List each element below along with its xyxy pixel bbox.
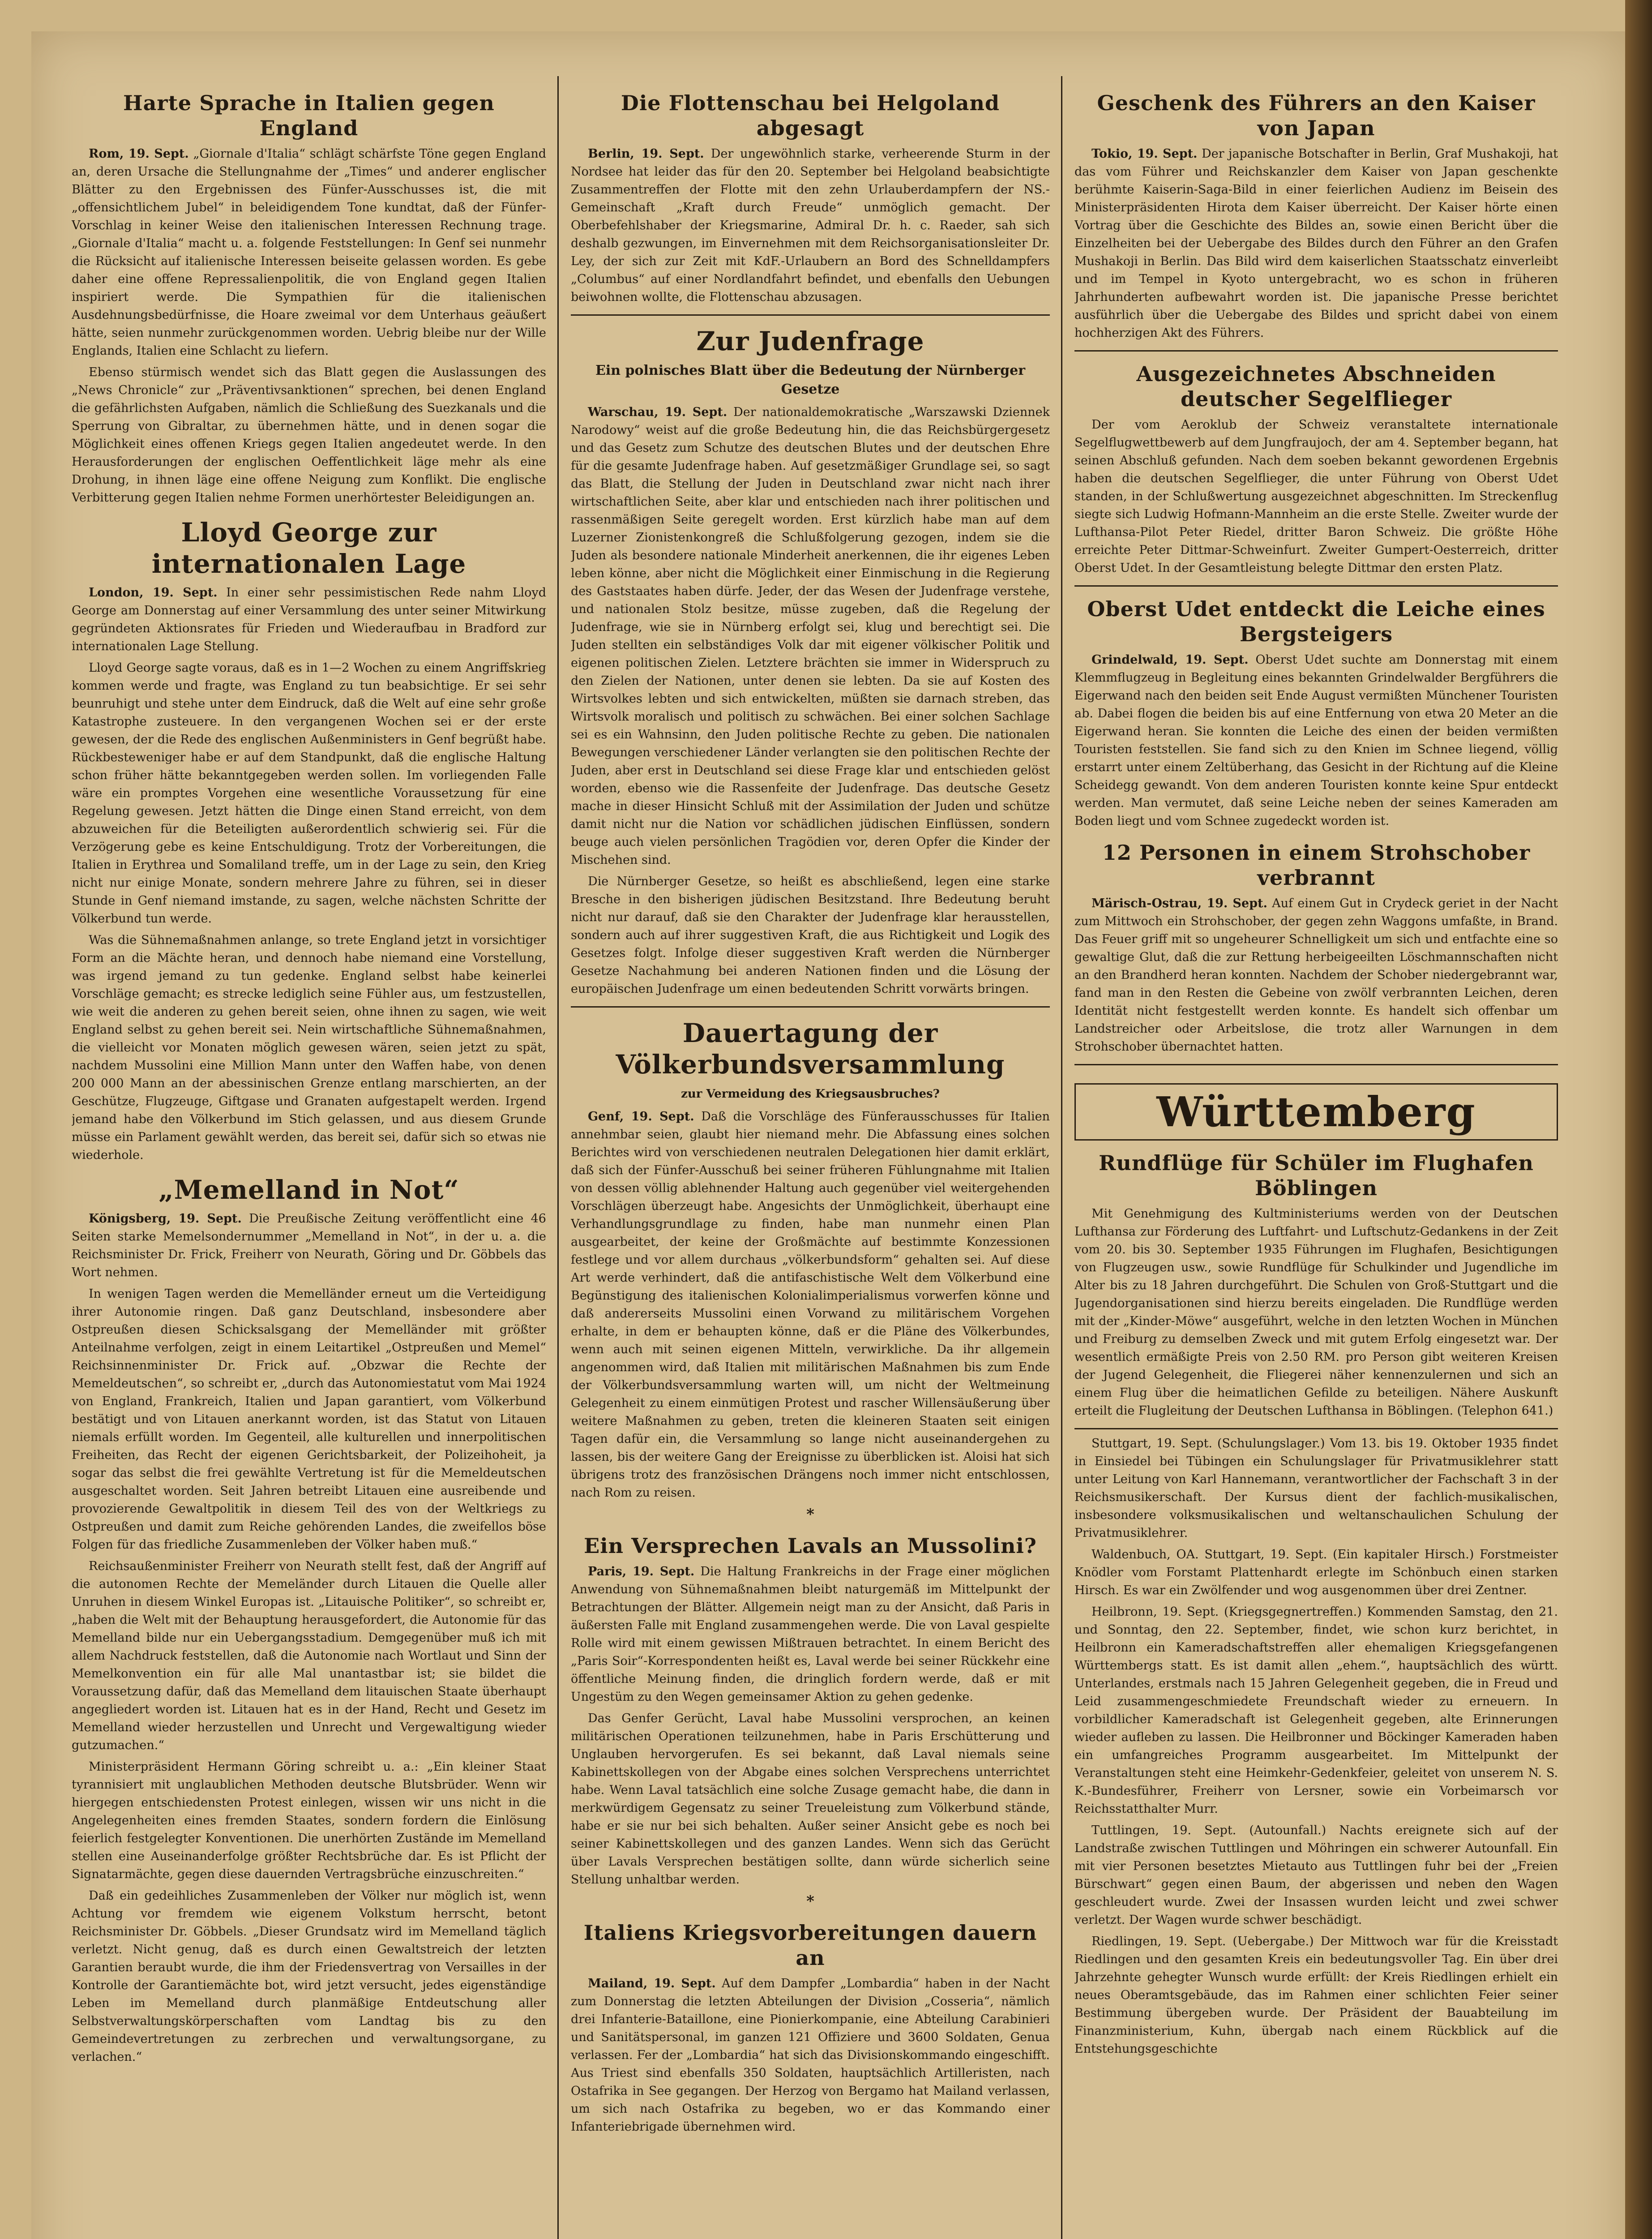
paragraph: Die Preußische Zeitung veröffentlicht eine 46 Seiten starke Memelsondernummer „Memelland in Not“, in der u. a. die Reichsminister Dr. Frick, Freiherr von Neurath, Göring und Dr. Göbbels das Wort nehmen. bbox=[72, 1212, 546, 1279]
paragraph: Waldenbuch, OA. Stuttgart, 19. Sept. (Ein kapitaler Hirsch.) Forstmeister Knödler vom Forstamt Plattenhardt erlegte im Schönbuch einen starken Hirsch. Es war ein Zwölfender und wog ausgenommen über drei Zentner. bbox=[1074, 1548, 1558, 1597]
dateline: Paris, 19. Sept. bbox=[588, 1565, 695, 1578]
column-rule bbox=[557, 76, 559, 2239]
headline: Italiens Kriegsvorbereitungen dauern an bbox=[583, 1921, 1037, 1970]
column-1 bbox=[72, 81, 546, 2239]
article-body bbox=[571, 403, 1050, 869]
headline: Oberst Udet entdeckt die Leiche eines Bergsteigers bbox=[1087, 597, 1545, 646]
divider bbox=[1074, 350, 1558, 352]
headline: 12 Personen in einem Strohschober verbrannt bbox=[1102, 841, 1531, 890]
headline: Lloyd George zur internationalen Lage bbox=[151, 517, 466, 579]
article-body bbox=[571, 145, 1050, 306]
article-body bbox=[571, 1975, 1050, 2136]
headline: Ausgezeichnetes Abschneiden deutscher Segelflieger bbox=[1136, 362, 1496, 411]
paragraph: In wenigen Tagen werden die Memelländer erneut um die Verteidigung ihrer Autonomie ringen. Daß ganz Deutschland, insbesondere aber Ostpreußen diesen Schicksalsgang der Memelländer mit größter Anteilnahme verfolgen, zeigt in einem Leitartikel „Ostpreußen und Memel“ Reichsinnenminister Dr. Frick auf. „Obzwar die Rechte der Memeldeutschen“, so schreibt er, „durch das Autonomiestatut vom Mai 1924 von England, Frankreich, Italien und Japan garantiert, vom Völkerbund bestätigt und von Litauen anerkannt worden, ist das Statut von Litauen niemals erfüllt worden. Im Gegenteil, alle kulturellen und innerpolitischen Freiheiten, das Recht der eigenen Gerichtsbarkeit, der Polizeihoheit, ja sogar das selbst die frei gewählte Vertretung ist für die Memeldeutschen ausgeschaltet worden. Seit Jahren betreibt Litauen eine ausreibende und provozierende Gewaltpolitik in diesem Teil des von der Weltkriegs zu Ostpreußen und damit zum Reiche gehörenden Landes, die zweifellos böse Folgen für das friedliche Zusammenleben der Völker haben muß.“ bbox=[72, 1287, 546, 1552]
paragraph: Der japanische Botschafter in Berlin, Graf Mushakoji, hat das vom Führer und Reichskanzler dem Kaiser von Japan geschenkte berühmte Kaiserin-Saga-Bild in einer feierlichen Audienz im Beisein des Ministerpräsidenten Hirota dem Kaiser überreicht. Der Kaiser hörte einen Vortrag über die Geschichte des Bildes an, sowie einen Bericht über die Einzelheiten bei der Uebergabe des Bildes durch den Führer an den Grafen Mushakoji in Berlin. Das Bild wird dem kaiserlichen Staatsschatz einverleibt und im Tempel in Kyoto untergebracht, wo es schon in früheren Jahrhunderten aufbewahrt worden ist. Die japanische Presse berichtet ausführlich über die Uebergabe des Bildes und spricht dabei von einem hochherzigen Akt des Führers. bbox=[1074, 147, 1558, 340]
headline: Dauertagung der Völkerbundsversammlung bbox=[616, 1018, 1005, 1080]
article-body bbox=[1074, 145, 1558, 342]
paragraph: Die Haltung Frankreichs in der Frage einer möglichen Anwendung von Sühnemaßnahmen bleibt naturgemäß im Mittelpunkt der Betrachtungen der Blätter. Allgemein neigt man zu der Ansicht, daß Paris in äußersten Falle mit England zusammengehen werde. Die von Laval gespielte Rolle wird mit einem gewissen Mißtrauen betrachtet. In einem Bericht des „Paris Soir“-Korrespondenten heißt es, Laval werde bei seiner Rückkehr eine öffentliche Meinung finden, die dringlich fordern werde, daß er mit Ungestüm zu den Wegen gemeinsamer Aktion zu gehen gedenke. bbox=[571, 1565, 1050, 1704]
paragraph: Tuttlingen, 19. Sept. (Autounfall.) Nachts ereignete sich auf der Landstraße zwischen Tuttlingen und Möhringen ein schwerer Autounfall. Ein mit vier Personen besetztes Mietauto aus Tuttlingen fuhr bei der „Freien Bürschwart“ gegen einen Baum, der abgerissen und neben den Wagen geschleudert wurde. Zwei der Insassen wurden leicht und zwei schwer verletzt. Der Wagen wurde schwer beschädigt. bbox=[1074, 1823, 1558, 1927]
paragraph: Daß ein gedeihliches Zusammenleben der Völker nur möglich ist, wenn Achtung vor fremdem wie eigenem Volkstum herrscht, betont Reichsminister Dr. Göbbels. „Dieser Grundsatz wird im Memelland täglich verletzt. Nicht genug, daß es durch einen Gewaltstreich der letzten Garantien beraubt wurde, die ihm der Friedensvertrag von Versailles in der Kontrolle der Garantiemächte bot, wird jetzt versucht, jedes eigenständige Leben im Memelland durch planmäßige Entdeutschung aller Selbstverwaltungskörperschaften vom Landtag bis zu den Gemeindevertretungen zu zerbrechen und verwaltungsorgane, zu verlachen.“ bbox=[72, 1889, 546, 2064]
column-3 bbox=[1074, 81, 1558, 2239]
dateline: Mailand, 19. Sept. bbox=[588, 1977, 716, 1990]
star-separator-icon: * bbox=[806, 1506, 814, 1523]
divider bbox=[571, 1006, 1050, 1008]
dateline: Berlin, 19. Sept. bbox=[588, 147, 704, 161]
paragraph: Stuttgart, 19. Sept. (Schulungslager.) Vom 13. bis 19. Oktober 1935 findet in Einsiedel bei Tübingen ein Schulungslager für Privatmusiklehrer statt unter Leitung von Karl Hannemann, verantwortlicher der Fachschaft 3 in der Reichsmusikerschaft. Der Kursus dient der fachlich-musikalischen, insbesondere volksmusikalischen und weltanschaulichen Schulung der Privatmusiklehrer. bbox=[1074, 1437, 1558, 1540]
paragraph: Auf einem Gut in Crydeck geriet in der Nacht zum Mittwoch ein Strohschober, der gegen zehn Waggons umfaßte, in Brand. Das Feuer griff mit so ungeheurer Schnelligkeit um sich und entfachte eine so gewaltige Glut, daß die zur Rettung herbeigeeilten Löschmannschaften nicht an den Brandherd heran konnten. Nachdem der Schober niedergebrannt war, fand man in den Resten die Gebeine von zwölf verbrannten Leichen, deren Identität nicht festgestellt werden konnte. Es handelt sich offenbar um Landstreicher oder Arbeitslose, die trotz aller Warnungen in dem Strohschober übernachtet hatten. bbox=[1074, 896, 1558, 1054]
paragraph: Mit Genehmigung des Kultministeriums werden von der Deutschen Lufthansa zur Förderung des Luftfahrt- und Luftschutz-Gedankens in der Zeit vom 20. bis 30. September 1935 Führungen im Flughafen, Besichtigungen von Flugzeugen usw., sowie Rundflüge für Schulkinder und Jugendliche im Alter bis zu 18 Jahren durchgeführt. Die Schulen von Groß-Stuttgart und die Jugendorganisationen sind hierzu bereits eingeladen. Die Rundflüge werden mit der „Kinder-Möwe“ ausgeführt, welche in den letzten Wochen in München und Freiburg zu demselben Zweck und mit gutem Erfolg eingesetzt war. Der wesentlich ermäßigte Preis von 2.50 RM. pro Person gibt weiteren Kreisen der Jugend Gelegenheit, die Fliegerei näher kennenzulernen und sich an einem Flug über die heimatlichen Gefilde zu beteiligen. Nähere Auskunft erteilt die Flugleitung der Deutschen Lufthansa in Böblingen. (Telephon 641.) bbox=[1074, 1207, 1558, 1418]
paragraph: „Giornale d'Italia“ schlägt schärfste Töne gegen England an, deren Ursache die Stellungnahme der „Times“ und anderer englischer Blätter zu den Ergebnissen des Fünfer-Ausschusses ist, die mit „offensichtlichem Jubel“ in beleidigendem Tone kundtat, daß der Fünfer-Vorschlag in keiner Weise den italienischen Interessen Rechnung trage. „Giornale d'Italia“ macht u. a. folgende Feststellungen: In Genf sei nunmehr die Rücksicht auf italienische Interessen beiseite gelassen worden. Es gebe daher eine offene Repressalienpolitik, die von England gegen Italien inspiriert werde. Die Sympathien für die italienischen Ausdehnungsbedürfnisse, die Hoare zweimal vor dem Unterhaus geäußert hätte, seien nunmehr zurückgenommen worden. Uebrig bleibe nur der Wille Englands, Italien eine Schlacht zu liefern. bbox=[72, 147, 546, 358]
column-2 bbox=[571, 81, 1050, 2239]
paragraph: Was die Sühnemaßnahmen anlange, so trete England jetzt in vorsichtiger Form an die Mächte heran, und dennoch habe niemand eine Vorstellung, was irgend jemand zu tun gedenke. England selbst habe keinerlei Vorschläge gemacht; es strecke lediglich seine Fühler aus, um festzustellen, wie weit die anderen zu gehen bereit seien, ohne ihnen zu sagen, wie weit England selbst zu gehen bereit sei. Nein wirtschaftliche Sühnemaßnahmen, die vielleicht vor Monaten möglich gewesen wären, seien jetzt zu spät, nachdem Mussolini eine Million Mann unter den Waffen habe, von denen 200 000 Mann an der abessinischen Grenze entlang marschierten, an der Geschütze, Flugzeuge, Giftgase und Granaten aufgestapelt werden. Irgend jemand habe den Völkerbund im Stich gelassen, und aus diesem Grunde müsse ein Parlament gewählt werden, das bereit sei, dafür sich so etwas nie wiederhole. bbox=[72, 933, 546, 1162]
paragraph: Oberst Udet suchte am Donnerstag mit einem Klemmflugzeug in Begleitung eines bekannten Grindelwalder Bergführers die Eigerwand nach den beiden seit Ende August vermißten Münchener Touristen ab. Dabei flogen die beiden bis auf eine Entfernung von etwa 20 Meter an die Eigerwand heran. Sie konnten die Leiche des einen der beiden vermißten Touristen feststellen. Sie fand sich zu den Knien im Schnee liegend, völlig erstarrt unter einem Zeltüberhang, das Gesicht in der Richtung auf die Kleine Scheidegg gewandt. Von dem anderen Touristen konnte keine Spur entdeckt werden. Man vermutet, daß seine Leiche neben der seines Kameraden am Boden liegt und vom Schnee zugedeckt worden ist. bbox=[1074, 653, 1558, 828]
subheadline: Ein polnisches Blatt über die Bedeutung der Nürnberger Gesetze bbox=[595, 363, 1025, 397]
divider bbox=[1074, 585, 1558, 587]
column-rule bbox=[1061, 76, 1062, 2239]
article-body bbox=[1074, 895, 1558, 1056]
paragraph: Heilbronn, 19. Sept. (Kriegsgegnertreffen.) Kommenden Samstag, den 21. und Sonntag, den 22. September, findet, wie schon kurz berichtet, in Heilbronn ein Kameradschaftstreffen aller ehemaligen Kriegsgefangenen Württembergs statt. Es ist damit allen „ehem.“, hauptsächlich des württ. Unterlandes, erstmals nach 15 Jahren Gelegenheit gegeben, die in Freud und Leid zusammengeschmiedete Freundschaft wieder zu erneuern. In vorbildlicher Kameradschaft ist Gelegenheit gegeben, alte Erinnerungen wieder aufleben zu lassen. Die Heilbronner und Böckinger Kameraden haben ein umfangreiches Programm ausgearbeitet. Im Mittelpunkt der Veranstaltungen steht eine Heimkehr-Gedenkfeier, geleitet von unserem N. S. K.-Bundesführer, Freiherr von Lersner, sowie ein Vorbeimarsch vor Reichsstatthalter Murr. bbox=[1074, 1605, 1558, 1816]
headline: Harte Sprache in Italien gegen England bbox=[123, 91, 495, 140]
paragraph: Der nationaldemokratische „Warszawski Dziennek Narodowy“ weist auf die große Bedeutung hin, die das Reichsbürgergesetz und das Gesetz zum Schutze des deutschen Blutes und der deutschen Ehre für die gesamte Judenfrage haben. Auf gesetzmäßiger Grundlage sei, so sagt das Blatt, die Stellung der Juden in Deutschland zwar nicht nach ihrer wirtschaftlichen Seite, aber klar und entschieden nach ihrer politischen und rassenmäßigen Seite geregelt worden. Erst kürzlich habe man auf dem Luzerner Zionistenkongreß die Schlußfolgerung gezogen, indem sie die Juden als besondere nationale Minderheit anerkennen, die ihr eigenes Leben leben könne, aber nicht die Möglichkeit einer Einmischung in die Regierung des Gaststaates haben dürfe. Jeder, der das Wesen der Judenfrage verstehe, und nationalen Stolz besitze, müsse zugeben, daß die Regelung der Judenfrage, wie sie in Nürnberg erfolgt sei, klug und berechtigt sei. Die Juden stellten ein selbständiges Volk dar mit eigener völkischer Politik und eigenen politischen Zielen. Letztere brächten sie immer in Widerspruch zu den Zielen der Nationen, unter denen sie lebten. Da sie auf Kosten des Wirtsvolkes lebten und sich entwickelten, müßten sie darnach streben, das Wirtsvolk moralisch und politisch zu schwächen. Bei einer solchen Sachlage sei es ein Wahnsinn, den Juden politische Rechte zu geben. Die nationalen Bewegungen verschiedener Länder verlangten sie den politischen Rechte der Juden, aber erst in Deutschland sei diese Frage klar und entschieden gelöst worden, ebenso wie die Rassenfeite der Judenfrage. Das deutsche Gesetz mache in dieser Hinsicht Schluß mit der Assimilation der Juden und schütze damit nicht nur die Nation vor schädlichen jüdischen Einflüssen, sondern beuge auch vielen persönlichen Tragödien vor, deren Opfer die Kinder der Mischehen sind. bbox=[571, 405, 1050, 867]
dateline: Königsberg, 19. Sept. bbox=[89, 1212, 242, 1226]
article-body bbox=[72, 1210, 546, 1282]
divider bbox=[1074, 1428, 1558, 1429]
headline: Die Flottenschau bei Helgoland abgesagt bbox=[621, 91, 1000, 140]
divider bbox=[1074, 1064, 1558, 1065]
paragraph: In einer sehr pessimistischen Rede nahm Lloyd George am Donnerstag auf einer Versammlung des unter seiner Mitwirkung gegründeten Aktionsrates für Frieden und Wiederaufbau in Bradford zur internationalen Lage Stellung. bbox=[72, 586, 546, 653]
divider bbox=[571, 314, 1050, 316]
subheadline: zur Vermeidung des Kriegsausbruches? bbox=[681, 1087, 940, 1101]
star-separator-icon: * bbox=[806, 1892, 814, 1910]
article-body bbox=[72, 145, 546, 360]
dateline: Tokio, 19. Sept. bbox=[1091, 147, 1198, 161]
paragraph: Ebenso stürmisch wendet sich das Blatt gegen die Auslassungen des „News Chronicle“ zur „Präventivsanktionen“ sprechen, bei denen England die gefährlichsten Aufgaben, nämlich die Schließung des Suezkanals und die Sperrung von Gibraltar, zu übernehmen hätte, und in denen sogar die Möglichkeit eines offenen Kriegs gegen Italien angedeutet werde. In den Herausforderungen der englischen Oeffentlichkeit läge mehr als eine Drohung, in ihnen läge eine offene Neigung zum Konflikt. Die englische Verbitterung gegen Italien nehme Formen unerhörtester Beleidigungen an. bbox=[72, 365, 546, 505]
dateline: Rom, 19. Sept. bbox=[89, 147, 189, 161]
headline: Zur Judenfrage bbox=[696, 326, 924, 356]
paragraph: Der vom Aeroklub der Schweiz veranstaltete internationale Segelflugwettbewerb auf dem Jungfraujoch, der am 4. September begann, hat seinen Abschluß gefunden. Nach dem soeben bekannt gewordenen Ergebnis haben die deutschen Segelflieger, die unter Führung von Oberst Udet standen, in der Schlußwertung ausgezeichnet abgeschnitten. Im Streckenflug siegte sich Ludwig Hofmann-Mannheim an die erste Stelle. Zweiter wurde der Lufthansa-Pilot Peter Riedel, dritter Baron Schweiz. Die größte Höhe erreichte Peter Dittmar-Schweinfurt. Zweiter Gumpert-Oesterreich, dritter Oberst Udet. In der Gesamtleistung belegte Dittmar den ersten Platz. bbox=[1074, 418, 1558, 575]
paragraph: Das Genfer Gerücht, Laval habe Mussolini versprochen, an keinen militärischen Operationen teilzunehmen, habe in Paris Erschütterung und Unglauben hervorgerufen. Es sei bekannt, daß Laval niemals seine Kabinettskollegen von der Abgabe eines solchen Versprechens unterrichtet habe. Wenn Laval tatsächlich eine solche Zusage gemacht habe, die dann in merkwürdigem Gegensatz zu seiner Treueleistung zum Völkerbund stände, habe er sie nur bei sich behalten. Außer seiner Ansicht gebe es noch bei seiner Kabinettskollegen und des ganzen Landes. Wenn sich das Gerücht über Lavals Versprechen bestätigen sollte, dann würde sicherlich seine Stellung unhaltbar werden. bbox=[571, 1711, 1050, 1887]
page-binding-edge bbox=[1625, 0, 1652, 2239]
headline: „Memelland in Not“ bbox=[158, 1175, 459, 1205]
paragraph: Der ungewöhnlich starke, verheerende Sturm in der Nordsee hat leider das für den 20. September bei Helgoland beabsichtigte Zusammentreffen der Flotte mit den zehn Urlauberdampfern der NS.-Gemeinschaft „Kraft durch Freude“ unmöglich gemacht. Der Oberbefehlshaber der Kriegsmarine, Admiral Dr. h. c. Raeder, sah sich deshalb gezwungen, im Einvernehmen mit dem Reichsorganisationsleiter Dr. Ley, der sich zur Zeit mit KdF.-Urlaubern an Bord des Schnelldampfers „Columbus“ auf einer Nordlandfahrt befindet, und ebenfalls den Uebungen beiwohnen wollte, die Flottenschau abzusagen. bbox=[571, 147, 1050, 304]
dateline: London, 19. Sept. bbox=[89, 586, 218, 600]
headline: Ein Versprechen Lavals an Mussolini? bbox=[584, 1534, 1037, 1558]
dateline: Warschau, 19. Sept. bbox=[588, 405, 728, 419]
headline: Geschenk des Führers an den Kaiser von Japan bbox=[1097, 91, 1536, 140]
article-body bbox=[571, 1108, 1050, 1502]
paragraph: Riedlingen, 19. Sept. (Uebergabe.) Der Mittwoch war für die Kreisstadt Riedlingen und den gesamten Kreis ein bedeutungsvoller Tag. Ein über drei Jahrzehnte gehegter Wunsch wurde erfüllt: der Kreis Riedlingen erhielt ein neues Oberamtsgebäude, das im Rahmen einer schlichten Feier seiner Bestimmung übergeben wurde. Der Präsident der Bauabteilung im Finanzministerium, Kuhn, übergab nach einem Rückblick auf die Entstehungsgeschichte bbox=[1074, 1934, 1558, 2056]
headline: Rundflüge für Schüler im Flughafen Böblingen bbox=[1099, 1151, 1534, 1200]
dateline: Grindelwald, 19. Sept. bbox=[1091, 653, 1249, 667]
dateline: Genf, 19. Sept. bbox=[588, 1110, 694, 1124]
article-body bbox=[571, 1563, 1050, 1706]
paragraph: Lloyd George sagte voraus, daß es in 1—2 Wochen zu einem Angriffskrieg kommen werde und fragte, was England zu tun beabsichtige. Er sei sehr beunruhigt und stehe unter dem Eindruck, daß die Welt auf eine sehr große Katastrophe zusteuere. In den vergangenen Wochen sei er der erste gewesen, der die Rede des englischen Außenministers in Genf begrüßt habe. Rückbesteweniger habe er auf dem Standpunkt, daß die englische Haltung schon früher hätte bekanntgegeben werden sollen. Im vorliegenden Falle wäre ein promptes Vorgehen eine wesentliche Voraussetzung für eine Regelung gewesen. Jetzt hätten die Dinge einen Stand erreicht, von dem abzuweichen für die Beteiligten außerordentlich schwierig sei. Für die Verzögerung gebe es keine Entschuldigung. Trotz der Vorbereitungen, die Italien in Erythrea und Somaliland treffe, um in der Lage zu sein, den Krieg nicht nur einige Monate, sondern mehrere Jahre zu führen, sei in dieser Stunde in Genf niemand imstande, zu sagen, welche nächsten Schritte der Völkerbund tun werde. bbox=[72, 661, 546, 926]
paragraph: Reichsaußenminister Freiherr von Neurath stellt fest, daß der Angriff auf die autonomen Rechte der Memeländer durch Litauen die Quelle aller Unruhen in diesem Winkel Europas ist. „Litauische Politiker“, so schreibt er, „haben die Welt mit der Behauptung herausgefordert, die Autonomie für das Memelland bilde nur ein Uebergangsstadium. Demgegenüber muß ich mit allem Nachdruck feststellen, daß die Autonomie nach Wortlaut und Sinn der Memelkonvention ein für alle Mal unantastbar ist; sie bildet die Voraussetzung dafür, daß das Memelland dem litauischen Staate überhaupt angegliedert worden ist. Litauen hat es in der Hand, Recht und Gesetz im Memelland wieder herzustellen und Unrecht und Vergewaltigung wieder gutzumachen.“ bbox=[72, 1559, 546, 1752]
article-body bbox=[72, 584, 546, 656]
paragraph: Ministerpräsident Hermann Göring schreibt u. a.: „Ein kleiner Staat tyrannisiert mit unglaublichen Methoden deutsche Blutsbrüder. Wenn wir hiergegen entschiedensten Protest einlegen, wissen wir uns nicht in die Angelegenheiten eines fremden Staates, sondern fordern die Einlösung feierlich festgelegter Konventionen. Die unerhörten Zustände im Memelland stellen eine Auseinanderfolge größter Rechtsbrüche dar. Es ist Pflicht der Signatarmächte, gegen diese dauernden Vertragsbrüche einzuschreiten.“ bbox=[72, 1760, 546, 1881]
section-title: Württemberg bbox=[1074, 1083, 1558, 1141]
paragraph: Die Nürnberger Gesetze, so heißt es abschließend, legen eine starke Bresche in den bisherigen jüdischen Besitzstand. Ihre Bedeutung beruht nicht nur darauf, daß sie den Charakter der Judenfrage klar herausstellen, sondern auch auf ihrer suggestiven Kraft, die aus Richtigkeit und Logik des Gesetzes folgt. Infolge dieser suggestiven Kraft werden die Nürnberger Gesetze Nachahmung bei anderen Nationen finden und die Lösung der europäischen Judenfrage um einen bedeutenden Schritt vorwärts bringen. bbox=[571, 875, 1050, 996]
dateline: Märisch-Ostrau, 19. Sept. bbox=[1091, 896, 1267, 910]
article-body bbox=[1074, 651, 1558, 830]
paragraph: Auf dem Dampfer „Lombardia“ haben in der Nacht zum Donnerstag die letzten Abteilungen der Division „Cosseria“, nämlich drei Infanterie-Bataillone, eine Pionierkompanie, eine Abteilung Carabinieri und Sanitätspersonal, im ganzen 121 Offiziere und 3600 Soldaten, Genua verlassen. Fer der „Lombardia“ hat sich das Divisionskommando eingeschifft. Aus Triest sind ebenfalls 350 Soldaten, hauptsächlich Artilleristen, nach Ostafrika in See gegangen. Der Herzog von Bergamo hat Mailand verlassen, um sich nach Ostafrika zu begeben, wo er das Kommando einer Infanteriebrigade übernehmen wird. bbox=[571, 1977, 1050, 2134]
paragraph: Daß die Vorschläge des Fünferausschusses für Italien annehmbar seien, glaubt hier niemand mehr. Die Abfassung eines solchen Berichtes wird von verschiedenen neutralen Delegationen hier damit erklärt, daß sich der Fünfer-Ausschuß bei seiner früheren Fühlungnahme mit Italien von dessen völlig ablehnender Haltung auch gegenüber viel weitergehenden Vorschlägen überzeugt habe. Angesichts der Unmöglichkeit, überhaupt eine Verhandlungsgrundlage zu finden, habe man nunmehr einen Plan ausgearbeitet, der keine der Großmächte auf bestimmte Konzessionen festlege und vor allem durchaus „völkerbundsform“ gehalten sei. Auf diese Art werde verhindert, daß die antifaschistische Welt dem Völkerbund eine Begünstigung des italienischen Kolonialimperialismus vorwerfen könne und daß andererseits Mussolini einen Vorwand zu militärischem Vorgehen erhalte, in dem er behaupten könne, daß er die Pläne des Völkerbundes, wenn auch mit seinen eigenen Mitteln, verwirkliche. Da ihr allgemein angenommen wird, daß Italien mit militärischen Maßnahmen bis zum Ende der Völkerbundsversammlung warten will, um nicht der Weltmeinung Gelegenheit zu einem einmütigen Protest und rascher Willensäußerung über weitere Maßnahmen zu geben, treten die kleineren Staaten seit einigen Tagen dafür ein, die Versammlung so lange nicht auseinandergehen zu lassen, bis der weitere Gang der Ereignisse zu überblicken ist. Aloisi hat sich übrigens trotz des französischen Drängens noch immer nicht entschlossen, nach Rom zu reisen. bbox=[571, 1110, 1050, 1500]
